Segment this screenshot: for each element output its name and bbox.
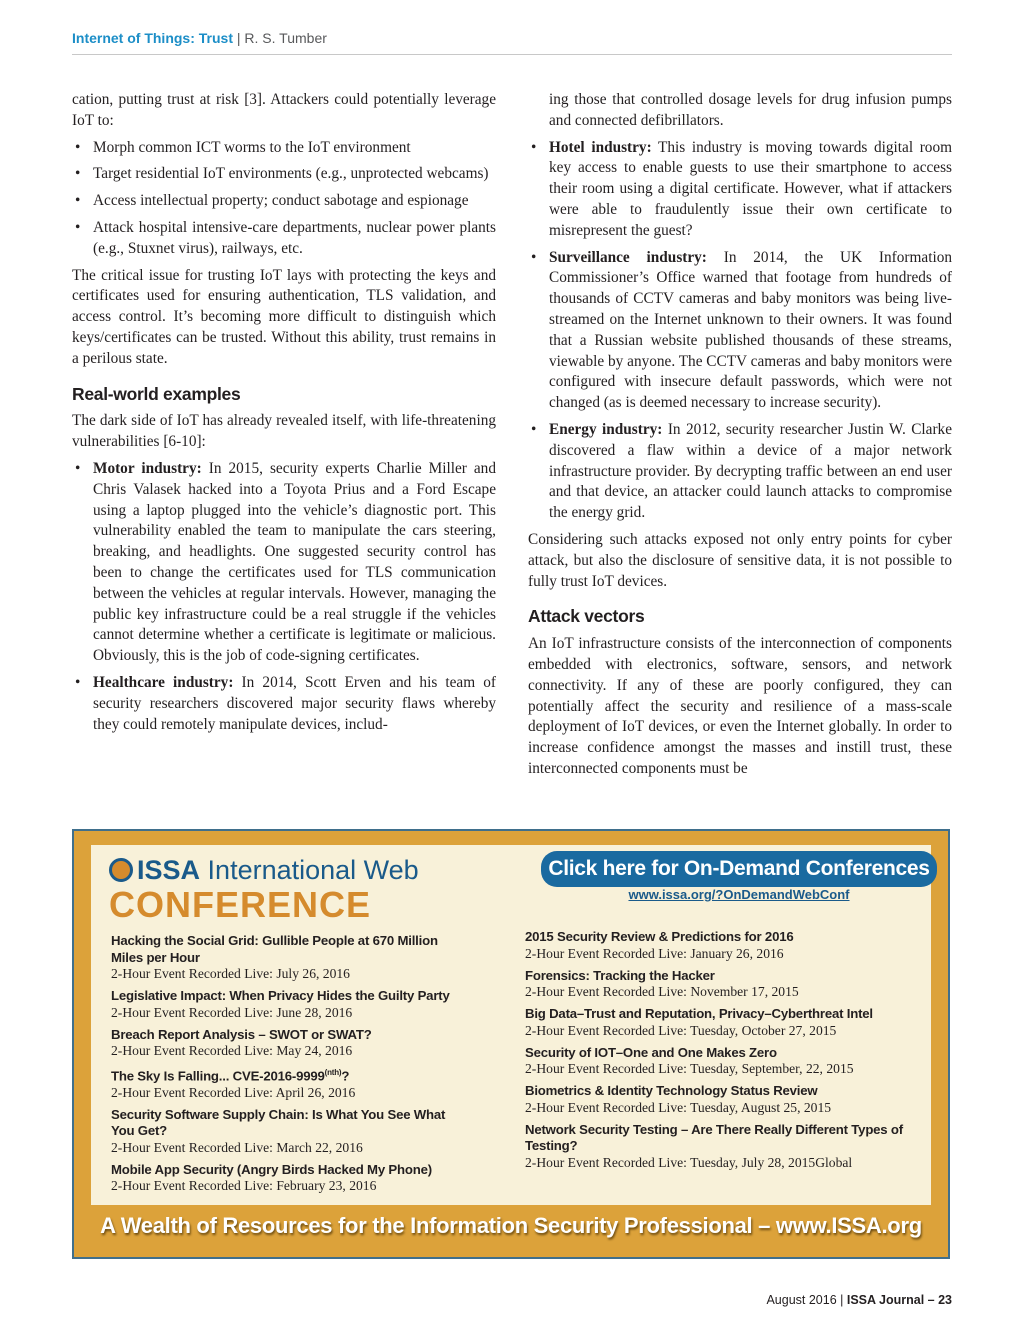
event-item[interactable] <box>525 1083 925 1116</box>
example-text: In 2012, security researcher Justin W. Clarke discovered a flaw within a device of a major network infrastructure provider. By decrypting traffic between an end user and that device, an attacker could launch attacks to compromise the energy grid. <box>549 420 952 522</box>
event-title: 2015 Security Review & Predictions for 2016 <box>525 929 794 944</box>
event-title: Biometrics & Identity Technology Status Review <box>525 1083 818 1098</box>
list-item: • Morph common ICT worms to the IoT environment <box>72 138 496 159</box>
event-list-left <box>111 933 461 1200</box>
event-title: The Sky Is Falling... CVE-$2016-9999^{(nth)}$? <box>111 1068 350 1084</box>
event-date: 2-Hour Event Recorded Live: January 26, 2016 <box>525 945 784 961</box>
example-label: Surveillance industry: <box>549 248 707 266</box>
body-paragraph: Considering such attacks exposed not only entry points for cyber attack, but also the disclosure of sensitive data, it is not possible to fully trust IoT devices. <box>528 530 952 590</box>
event-title: Forensics: Tracking the Hacker <box>525 967 715 983</box>
body-paragraph: The dark side of IoT has already revealed itself, with life-threatening vulnerabilities [6-10]: <box>72 412 496 451</box>
event-title: Hacking the Social Grid: Gullible People at 670 Million Miles per Hour <box>111 933 438 965</box>
event-title: Network Security Testing – Are There Really Different Types of Testing? <box>525 1121 903 1153</box>
continuation-paragraph: ing those that controlled dosage levels for drug infusion pumps and connected defibrillators. <box>549 91 952 129</box>
footer-journal-page: ISSA Journal – 23 <box>846 1293 952 1307</box>
event-list-right <box>525 929 925 1177</box>
on-demand-conferences-link[interactable]: www.issa.org/?OnDemandWebConf <box>628 887 850 902</box>
issa-conference-logo <box>109 855 419 925</box>
event-date: 2-Hour Event Recorded Live: March 22, 2016 <box>111 1139 363 1155</box>
section-heading-attack-vectors: Attack vectors <box>528 606 645 627</box>
issa-conference-ad <box>72 829 950 1259</box>
event-item[interactable] <box>111 1065 461 1101</box>
logo-conference: CONFERENCE <box>109 884 372 925</box>
event-item[interactable] <box>525 1122 925 1171</box>
intro-paragraph: cation, putting trust at risk [3]. Attackers could potentially leverage IoT to: <box>72 91 496 129</box>
header-author: R. S. Tumber <box>244 30 327 46</box>
example-label: Healthcare industry: <box>93 673 234 691</box>
page-footer <box>766 1293 952 1307</box>
header-separator: | <box>233 30 245 46</box>
event-item[interactable] <box>111 1027 461 1060</box>
event-title: Big Data–Trust and Reputation, Privacy–Cyberthreat Intel <box>525 1006 873 1021</box>
example-text: In 2014, Scott Erven and his team of security researchers discovered major security flaws whereby they could remotely manipulate devices, includ- <box>93 673 496 733</box>
list-item <box>528 138 952 242</box>
section-heading-real-world: Real-world examples <box>72 383 241 404</box>
example-text: In 2015, security experts Charlie Miller and Chris Valasek hacked into a Toyota Prius and a Ford Escape using a laptop plugged into the vehicle’s diagnostic port. This vulnerability enabled the team to manipulate the cars steering, breaking, and headlights. One suggested security control has been to change the certificates used for TLS communication between the vehicles at regular intervals. However, managing the public key infrastructure could be a real struggle if the vehicles cannot determine whether a certificate is legitimate or malicious. Obviously, this is the job of code-signing certificates. <box>93 459 496 665</box>
event-item[interactable] <box>525 929 925 962</box>
event-date: 2-Hour Event Recorded Live: June 28, 2016 <box>111 1004 353 1020</box>
event-title: Legislative Impact: When Privacy Hides the Guilty Party <box>111 988 450 1003</box>
running-header <box>72 30 952 55</box>
list-item <box>528 420 952 524</box>
event-item[interactable] <box>525 968 925 1001</box>
left-column <box>72 90 496 741</box>
list-item: • Access intellectual property; conduct sabotage and espionage <box>72 191 496 212</box>
list-item: • Target residential IoT environments (e.g., unprotected webcams) <box>72 164 496 185</box>
event-item[interactable] <box>111 933 461 982</box>
event-date: 2-Hour Event Recorded Live: Tuesday, September, 22, 2015 <box>525 1061 854 1076</box>
logo-international-web: International Web <box>207 855 419 885</box>
issa-resources-banner[interactable]: A Wealth of Resources for the Information Security Professional – www.ISSA.org <box>100 1213 922 1238</box>
footer-date: August 2016 <box>766 1293 837 1307</box>
event-date: 2-Hour Event Recorded Live: Tuesday, October 27, 2015 <box>525 1022 837 1038</box>
examples-list <box>528 138 952 524</box>
event-title: Security of IOT–One and One Makes Zero <box>525 1044 777 1060</box>
body-paragraph: The critical issue for trusting IoT lays with protecting the keys and certificates used for ensuring authentication, TLS validation, and access control. It’s becoming more difficult to distinguish which keys/certificates can be trusted. Without this ability, trust remains in a perilous state. <box>72 266 496 367</box>
footer-separator: | <box>836 1293 847 1307</box>
example-label: Motor industry: <box>93 459 202 477</box>
example-label: Hotel industry: <box>549 138 652 156</box>
logo-issa: ISSA <box>137 855 201 885</box>
ad-panel <box>91 845 931 1205</box>
event-item[interactable] <box>525 1006 925 1039</box>
globe-icon <box>109 858 133 882</box>
list-item <box>528 248 952 414</box>
example-text: This industry is moving towards digital room key access to enable guests to use their smartphone to access their room using a digital certificate. However, what if attackers were able to fraudulently issue their own certificate to misrepresent the guest? <box>549 138 952 239</box>
list-item <box>72 459 496 667</box>
example-label: Energy industry: <box>549 420 663 438</box>
event-date: 2-Hour Event Recorded Live: February 23, 2016 <box>111 1178 377 1194</box>
body-paragraph: An IoT infrastructure consists of the interconnection of components embedded with electronics, software, sensors, and network connectivity. If any of these are poorly configured, they can potentially affect the security and resilience of a mass-scale deployment of IoT devices, or even the Internet globally. In order to increase confidence amongst the masses and instill trust, these interconnected components must be <box>528 635 952 777</box>
event-item[interactable] <box>111 1107 461 1156</box>
example-text: In 2014, the UK Information Commissioner’s Office warned that footage from hundreds of thousands of CCTV cameras and baby monitors was being live-streamed on the Internet unknown to their owners. It was found that a Russian website published thousands of these streams, viewable by anyone. The CCTV cameras and baby monitors were configured with insecure default passwords, which were not changed (as is deemed necessary to increase security). <box>549 248 952 412</box>
event-date: 2-Hour Event Recorded Live: April 26, 2016 <box>111 1084 356 1100</box>
examples-list <box>72 459 496 735</box>
right-column <box>528 90 952 786</box>
event-title: Mobile App Security (Angry Birds Hacked My Phone) <box>111 1161 432 1177</box>
header-brand: Internet of Things: Trust <box>72 30 233 46</box>
attack-list <box>72 138 496 260</box>
event-title: Security Software Supply Chain: Is What You See What You Get? <box>111 1106 446 1139</box>
event-date: 2-Hour Event Recorded Live: Tuesday, August 25, 2015 <box>525 1099 832 1115</box>
event-item[interactable] <box>525 1045 925 1078</box>
list-item: • Attack hospital intensive-care departments, nuclear power plants (e.g., Stuxnet virus), railways, etc. <box>72 218 496 260</box>
event-date: 2-Hour Event Recorded Live: July 26, 2016 <box>111 966 350 981</box>
event-date: 2-Hour Event Recorded Live: May 24, 2016 <box>111 1043 353 1058</box>
event-date: 2-Hour Event Recorded Live: Tuesday, July 28, 2015Global <box>525 1154 853 1170</box>
event-date: 2-Hour Event Recorded Live: November 17, 2015 <box>525 984 799 999</box>
on-demand-conferences-button[interactable]: Click here for On-Demand Conferences <box>541 851 937 887</box>
event-item[interactable] <box>111 1162 461 1195</box>
event-title: Breach Report Analysis – SWOT or SWAT? <box>111 1026 372 1042</box>
event-item[interactable] <box>111 988 461 1021</box>
list-item <box>72 673 496 735</box>
